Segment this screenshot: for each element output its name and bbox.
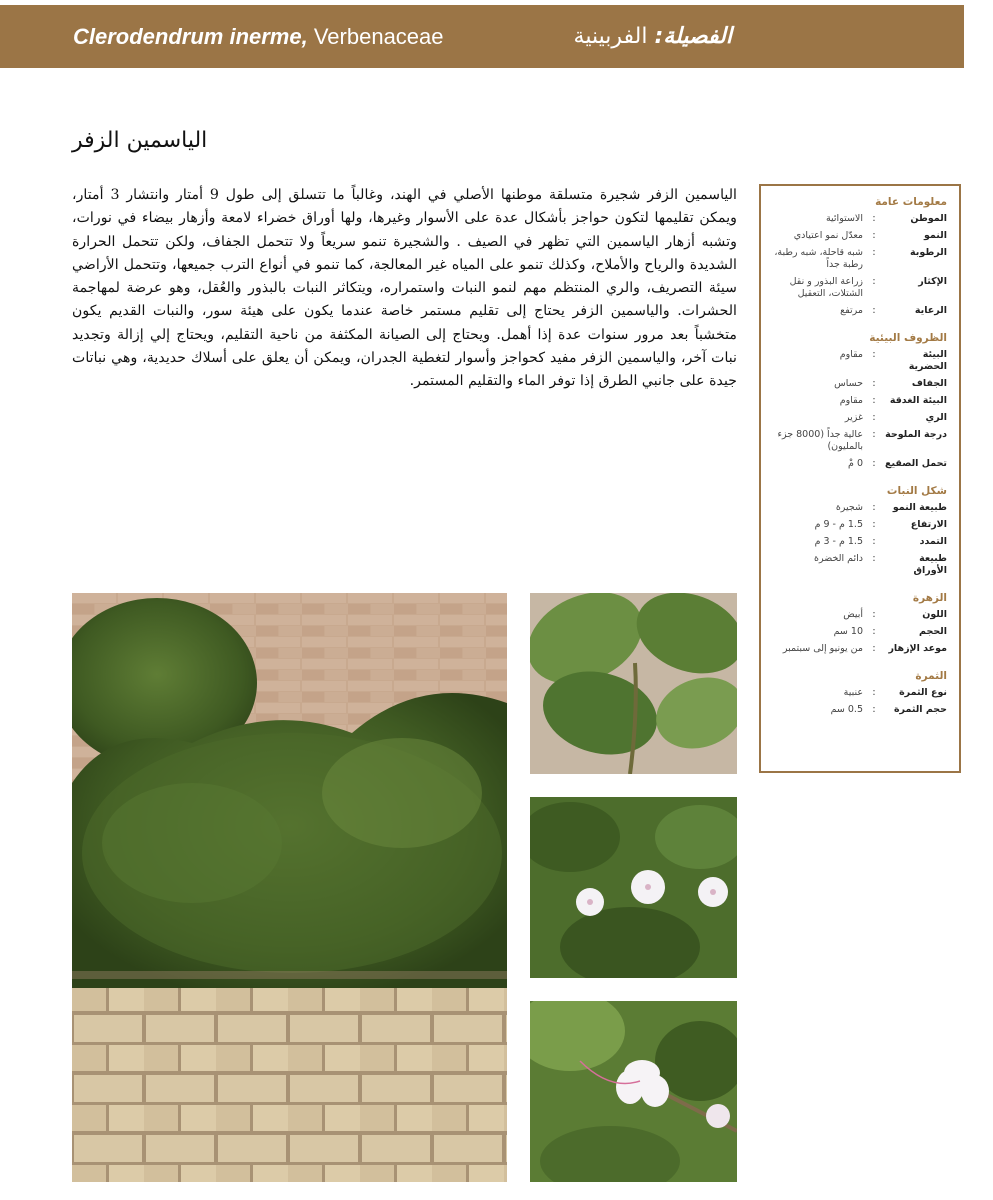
info-row: الجفاف : حساس <box>767 378 947 390</box>
info-row: الحجم : 10 سم <box>767 626 947 638</box>
info-row: اللون : أبيض <box>767 609 947 621</box>
section-fruit <box>767 670 947 716</box>
info-row: حجم الثمرة : 0.5 سم <box>767 704 947 716</box>
row-value: من يونيو إلى سبتمبر <box>782 643 863 654</box>
info-row: الرطوبة : شبه قاحلة، شبه رطبة، رطبة جداً <box>767 247 947 271</box>
row-value: مقاوم <box>839 395 863 406</box>
row-label: حجم الثمرة <box>893 704 947 715</box>
section-title: معلومات عامة <box>875 196 947 208</box>
info-row: الإكثار : زراعة البذور و نقل الشتلات، التعقيل <box>767 276 947 300</box>
latin-name <box>73 5 444 68</box>
row-value: غزير <box>844 412 863 423</box>
info-row: البيئة الحضرية : مقاوم <box>767 349 947 373</box>
row-label: نوع الثمرة <box>899 687 947 698</box>
info-row: الارتفاع : 1.5 م - 9 م <box>767 519 947 531</box>
row-label: الجفاف <box>911 378 947 389</box>
row-value: أبيض <box>843 609 863 620</box>
info-row: طبيعة الأوراق : دائم الخضرة <box>767 553 947 577</box>
row-label: البيئة الغدقة <box>889 395 947 406</box>
row-label: الرطوبة <box>910 247 947 258</box>
photo-flower-closeup <box>530 1001 737 1182</box>
photo-leaves <box>530 593 737 774</box>
row-label: الارتفاع <box>910 519 947 530</box>
section-flower <box>767 592 947 655</box>
row-label: درجة الملوحة <box>885 429 947 440</box>
row-label: الرعاية <box>914 305 947 316</box>
section-title: الثمرة <box>915 670 947 682</box>
family-arabic <box>520 5 732 68</box>
row-value: معدّل نمو اعتيادي <box>793 230 863 241</box>
section-title: شكل النبات <box>886 485 947 497</box>
row-value: 0.5 سم <box>830 704 863 715</box>
info-row: طبيعة النمو : شجيرة <box>767 502 947 514</box>
section-title: الظروف البيئية <box>869 332 947 344</box>
scientific-name: Clerodendrum inerme, <box>73 24 308 49</box>
row-value: الاستوائية <box>825 213 863 224</box>
row-label: طبيعة الأوراق <box>913 553 947 576</box>
info-row: الرعاية : مرتفع <box>767 305 947 317</box>
plant-description: الياسمين الزفر شجيرة متسلقة موطنها الأصلي في الهند، وغالباً ما تتسلق إلى طول 9 أمتار وانتشار 3 أمتار، ويمكن تقليمها لتكون حواجز بأشكال عدة على الأسوار وغيرها، ولها أوراق خضراء لامعة وأزهار بيضاء في نورات، وتشبه أزهار الياسمين التي تظهر في الصيف . والشجيرة تنمو سريعاً ولا تتحمل الجفاف، ولكن تتحمل الحرارة الشديدة والرياح والأملاح، وكذلك تنمو على المياه غير المعالجة، كما تنمو في أنواع الترب جميعها، وتتحمل الأراضي سيئة التصريف، والري المنتظم مهم لنمو النبات واستمراره، ويتكاثر النبات بالبذور والعُقل، وهو عرضة لمهاجمة الحشرات. والياسمين الزفر يحتاج إلى تقليم مستمر خاصة عندما يكون على هيئة سور، والنبات القديم يكون متخشباً بعد مرور سنوات عدة إذا أهمل. ويحتاج إلى الصيانة المكثفة من ناحية التقليم، ويحتاج إلي إزالة وتجديد نبات آخر، والياسمين الزفر مفيد كحواجز وأسوار لتغطية الجدران، ويمكن أن يعلق على أسلاك حديدية، وهي نباتات جيدة على جانبي الطرق إذا توفر الماء والتقليم المستمر. <box>72 187 737 390</box>
flower-closeup-illustration <box>530 1001 737 1182</box>
info-row: تحمل الصقيع : 0 مْ <box>767 458 947 470</box>
info-row: نوع الثمرة : عنبية <box>767 687 947 699</box>
hedge-illustration <box>72 593 507 1182</box>
family-label: الفصيلة: <box>654 24 732 49</box>
info-row: درجة الملوحة : عالية جداً (8000 جزء بالمليون) <box>767 429 947 453</box>
info-row: النمو : معدّل نمو اعتيادي <box>767 230 947 242</box>
row-label: الحجم <box>919 626 947 637</box>
row-value: شجيرة <box>835 502 863 513</box>
page-title <box>72 128 372 153</box>
info-row: البيئة الغدقة : مقاوم <box>767 395 947 407</box>
row-label: النمو <box>923 230 947 241</box>
header-banner <box>0 5 964 68</box>
row-value: 1.5 م - 3 م <box>814 536 863 547</box>
row-label: اللون <box>922 609 947 620</box>
info-row: التمدد : 1.5 م - 3 م <box>767 536 947 548</box>
row-label: طبيعة النمو <box>892 502 947 513</box>
photo-flowers-cluster <box>530 797 737 978</box>
row-value: مرتفع <box>840 305 863 316</box>
row-value: عالية جداً (8000 جزء بالمليون) <box>777 429 863 452</box>
row-value: 0 مْ <box>848 458 863 469</box>
family-latin: Verbenaceae <box>313 24 444 49</box>
info-row: الموطن : الاستوائية <box>767 213 947 225</box>
row-label: موعد الإزهار <box>888 643 947 654</box>
section-plant-form <box>767 485 947 577</box>
row-value: شبه قاحلة، شبه رطبة، رطبة جداً <box>774 247 863 270</box>
section-environment <box>767 332 947 470</box>
info-row: الري : غزير <box>767 412 947 424</box>
row-label: الإكثار <box>918 276 947 287</box>
row-value: دائم الخضرة <box>814 553 863 564</box>
row-value: حساس <box>834 378 863 389</box>
row-label: الموطن <box>910 213 947 224</box>
leaves-illustration <box>530 593 737 774</box>
info-row: موعد الإزهار : من يونيو إلى سبتمبر <box>767 643 947 655</box>
row-label: الري <box>925 412 947 423</box>
section-general <box>767 196 947 317</box>
row-value: مقاوم <box>839 349 863 360</box>
flowers-illustration <box>530 797 737 978</box>
row-value: زراعة البذور و نقل الشتلات، التعقيل <box>789 276 863 299</box>
section-title: الزهرة <box>912 592 947 604</box>
photo-hedge <box>72 593 507 1182</box>
row-label: تحمل الصقيع <box>885 458 947 469</box>
row-value: 1.5 م - 9 م <box>814 519 863 530</box>
row-label: التمدد <box>919 536 947 547</box>
row-value: 10 سم <box>833 626 863 637</box>
family-name-ar: الفربينية <box>573 24 648 49</box>
row-value: عنبية <box>843 687 863 698</box>
plant-name: الياسمين الزفر <box>72 128 208 153</box>
info-sidebar <box>759 184 961 773</box>
row-label: البيئة الحضرية <box>908 349 947 372</box>
